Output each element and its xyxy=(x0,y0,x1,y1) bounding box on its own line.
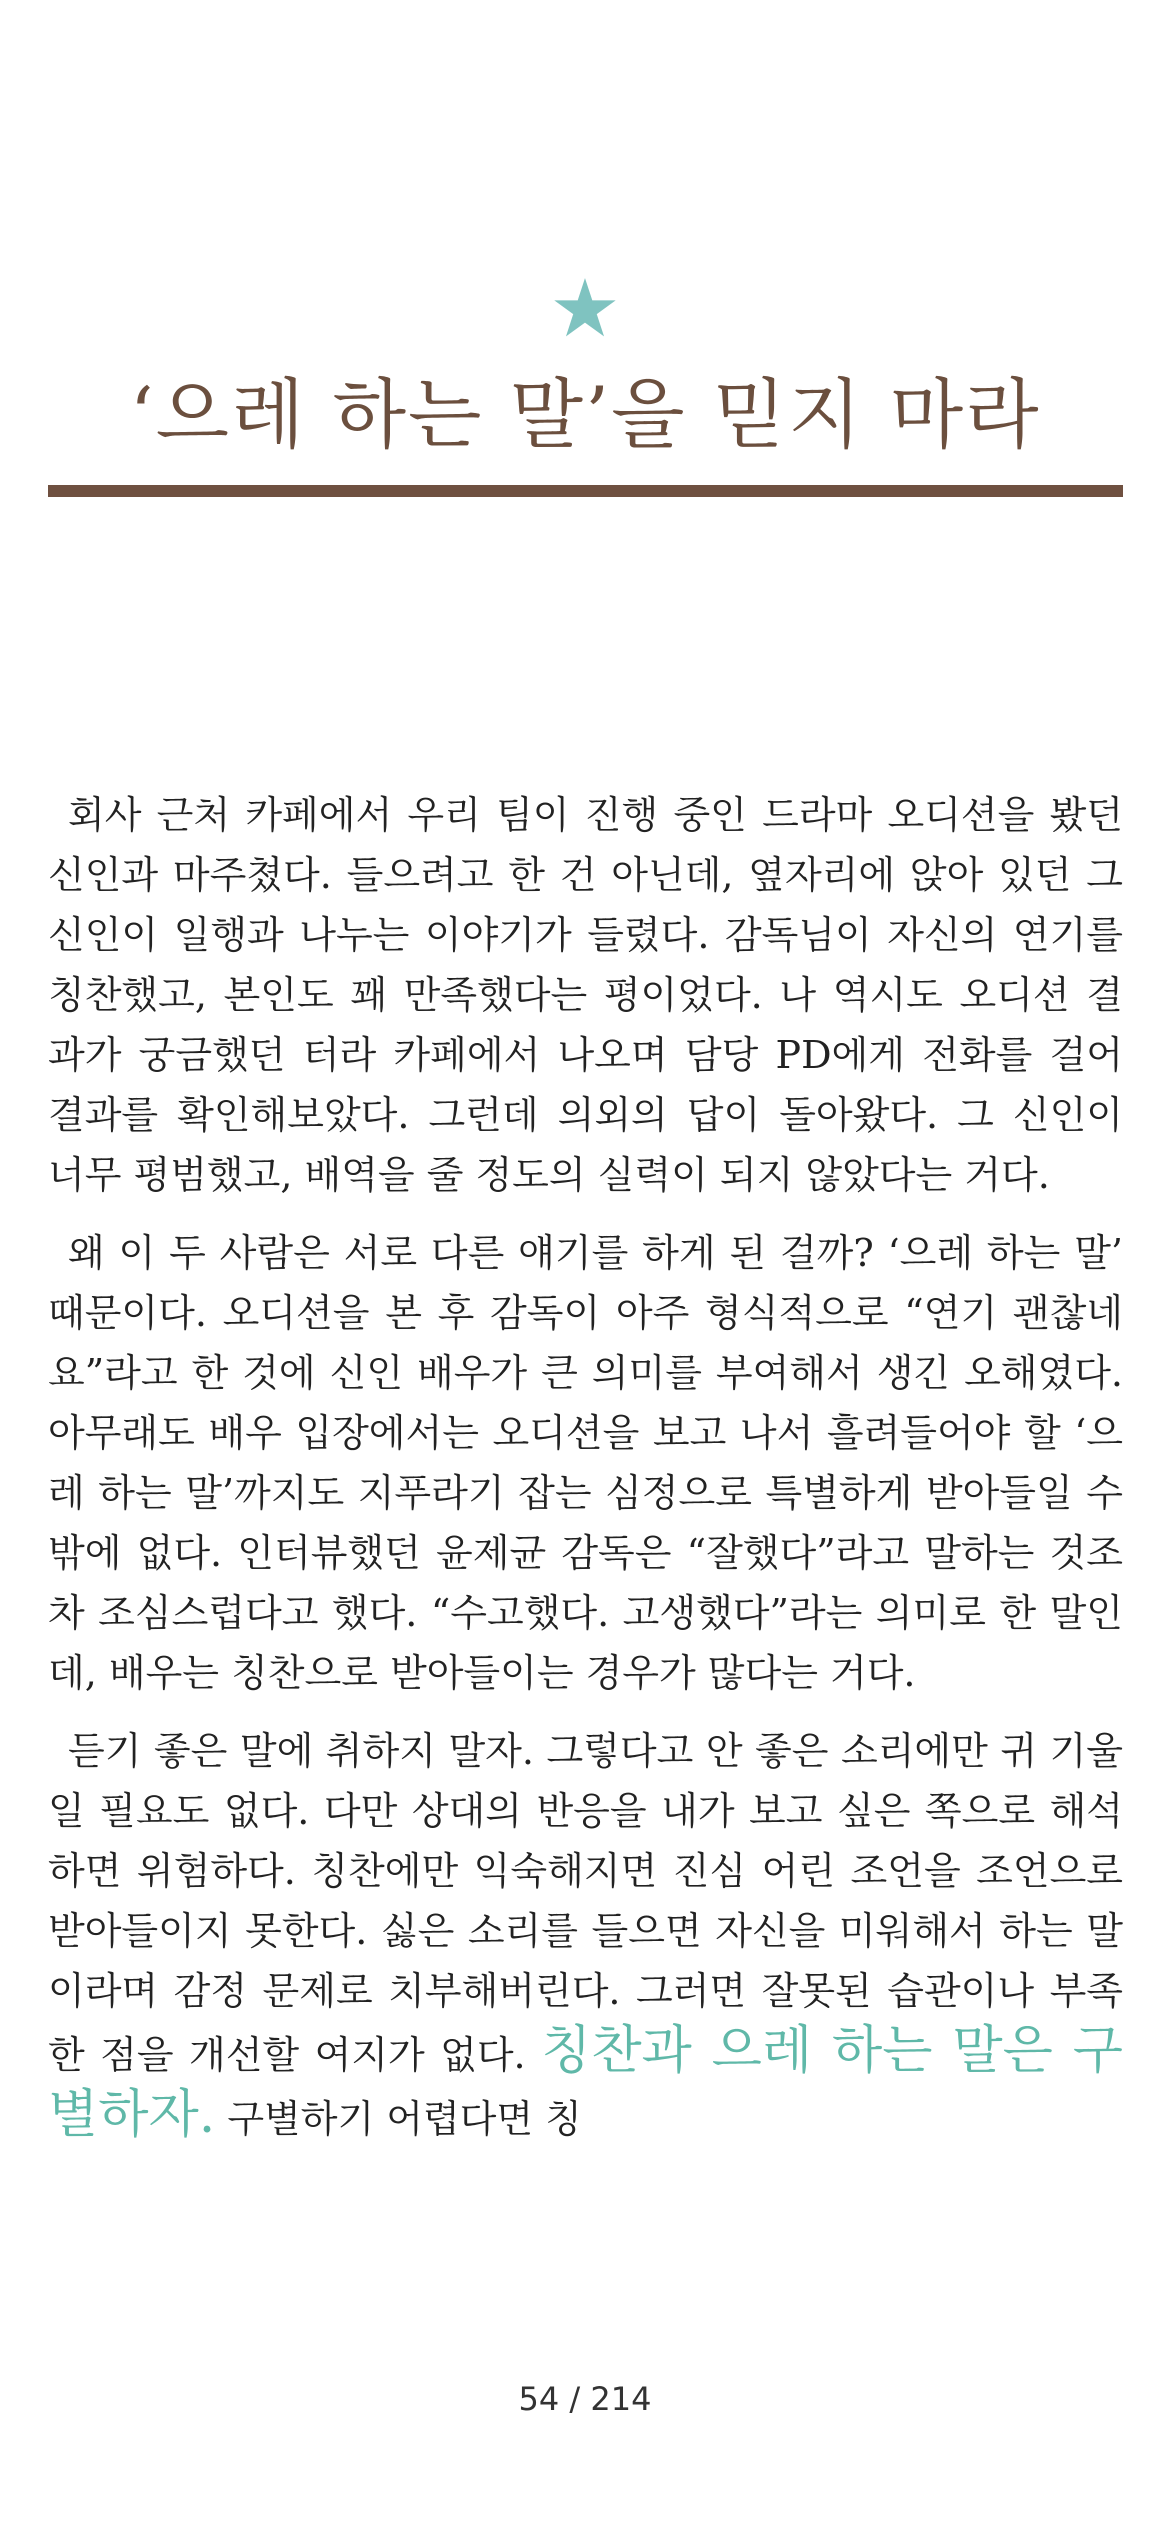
paragraph-3 xyxy=(48,1721,1123,2149)
paragraph-3-tail: 구별하기 어렵다면 칭 xyxy=(227,2097,582,2141)
body-text xyxy=(48,785,1123,2167)
page-indicator: 54 / 214 xyxy=(518,2380,652,2418)
paragraph-3-text: 듣기 좋은 말에 취하지 말자. 그렇다고 안 좋은 소리에만 귀 기울일 필요도 없다. 다만 상대의 반응을 내가 보고 싶은 쪽으로 해석하면 위험하다. 칭찬에만 익숙해지면 진심 어린 조언을 조언으로 받아들이지 못한다. 싫은 소리를 들으면 자신을 미워해서 하는 말이라며 감정 문제로 치부해버린다. 그러면 잘못된 습관이나 부족한 점을 개선할 여지가 없다. xyxy=(48,1729,1123,2077)
highlight-phrase: 칭찬과 으레 하는 말은 구별하자. xyxy=(48,2021,1123,2145)
paragraph-1: 회사 근처 카페에서 우리 팀이 진행 중인 드라마 오디션을 봤던 신인과 마주쳤다. 들으려고 한 건 아닌데, 옆자리에 앉아 있던 그 신인이 일행과 나누는 이야기가 들렸다. 감독님이 자신의 연기를 칭찬했고, 본인도 꽤 만족했다는 평이었다. 나 역시도 오디션 결과가 궁금했던 터라 카페에서 나오며 담당 PD에게 전화를 걸어 결과를 확인해보았다. 그런데 의외의 답이 돌아왔다. 그 신인이 너무 평범했고, 배역을 줄 정도의 실력이 되지 않았다는 거다. xyxy=(48,793,1123,1197)
paragraph-2: 왜 이 두 사람은 서로 다른 얘기를 하게 된 걸까? ‘으레 하는 말’ 때문이다. 오디션을 본 후 감독이 아주 형식적으로 “연기 괜찮네요”라고 한 것에 신인 배우가 큰 의미를 부여해서 생긴 오해였다. 아무래도 배우 입장에서는 오디션을 보고 나서 흘려들어야 할 ‘으레 하는 말’까지도 지푸라기 잡는 심정으로 특별하게 받아들일 수밖에 없다. 인터뷰했던 윤제균 감독은 “잘했다”라고 말하는 것조차 조심스럽다고 했다. “수고했다. 고생했다”라는 의미로 한 말인데, 배우는 칭찬으로 받아들이는 경우가 많다는 거다. xyxy=(48,1231,1123,1695)
chapter-title: ‘으레 하는 말’을 믿지 마라 xyxy=(129,370,1041,459)
title-divider xyxy=(48,485,1123,497)
star-icon: ★ xyxy=(549,262,621,355)
